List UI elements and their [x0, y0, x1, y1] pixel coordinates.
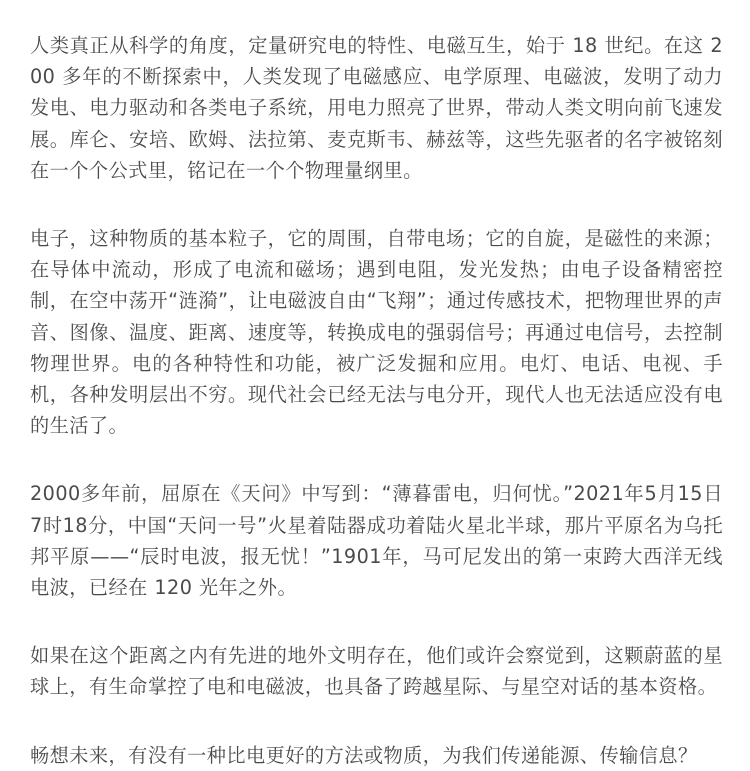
article-paragraph-5: 畅想未来，有没有一种比电更好的方法或物质，为我们传递能源、传输信息？	[30, 743, 698, 767]
article-body	[30, 30, 723, 771]
article-paragraph-2: 电子，这种物质的基本粒子，它的周围，自带电场；它的自旋，是磁性的来源；在导体中流动，形成了电流和磁场；遇到电阻，发光发热；由电子设备精密控制，在空中荡开“涟漪”，让电磁波自由“飞翔”；通过传感技术，把物理世界的声音、图像、温度、距离、速度等，转换成电的强弱信号；再通过电信号，去控制物理世界。电的各种特性和功能，被广泛发掘和应用。电灯、电话、电视、手机，各种发明层出不穷。现代社会已经无法与电分开，现代人也无法适应没有电的生活了。	[30, 227, 723, 438]
article-paragraph-4: 如果在这个距离之内有先进的地外文明存在，他们或许会察觉到，这颗蔚蓝的星球上，有生命掌控了电和电磁波，也具备了跨越星际、与星空对话的基本资格。	[30, 644, 723, 699]
article-paragraph-1: 人类真正从科学的角度，定量研究电的特性、电磁互生，始于 18 世纪。在这 200 多年的不断探索中，人类发现了电磁感应、电学原理、电磁波，发明了动力发电、电力驱动和各类电子系统，用电力照亮了世界，带动人类文明向前飞速发展。库仑、安培、欧姆、法拉第、麦克斯韦、赫兹等，这些先驱者的名字被铭刻在一个个公式里，铭记在一个个物理量纲里。	[30, 34, 723, 182]
article-paragraph-3: 2000多年前，屈原在《天问》中写到：“薄暮雷电，归何忧。”2021年5月15日7时18分，中国“天问一号”火星着陆器成功着陆火星北半球，那片平原名为乌托邦平原——“辰时电波，报无忧！”1901年，马可尼发出的第一束跨大西洋无线电波，已经在 120 光年之外。	[30, 482, 723, 600]
